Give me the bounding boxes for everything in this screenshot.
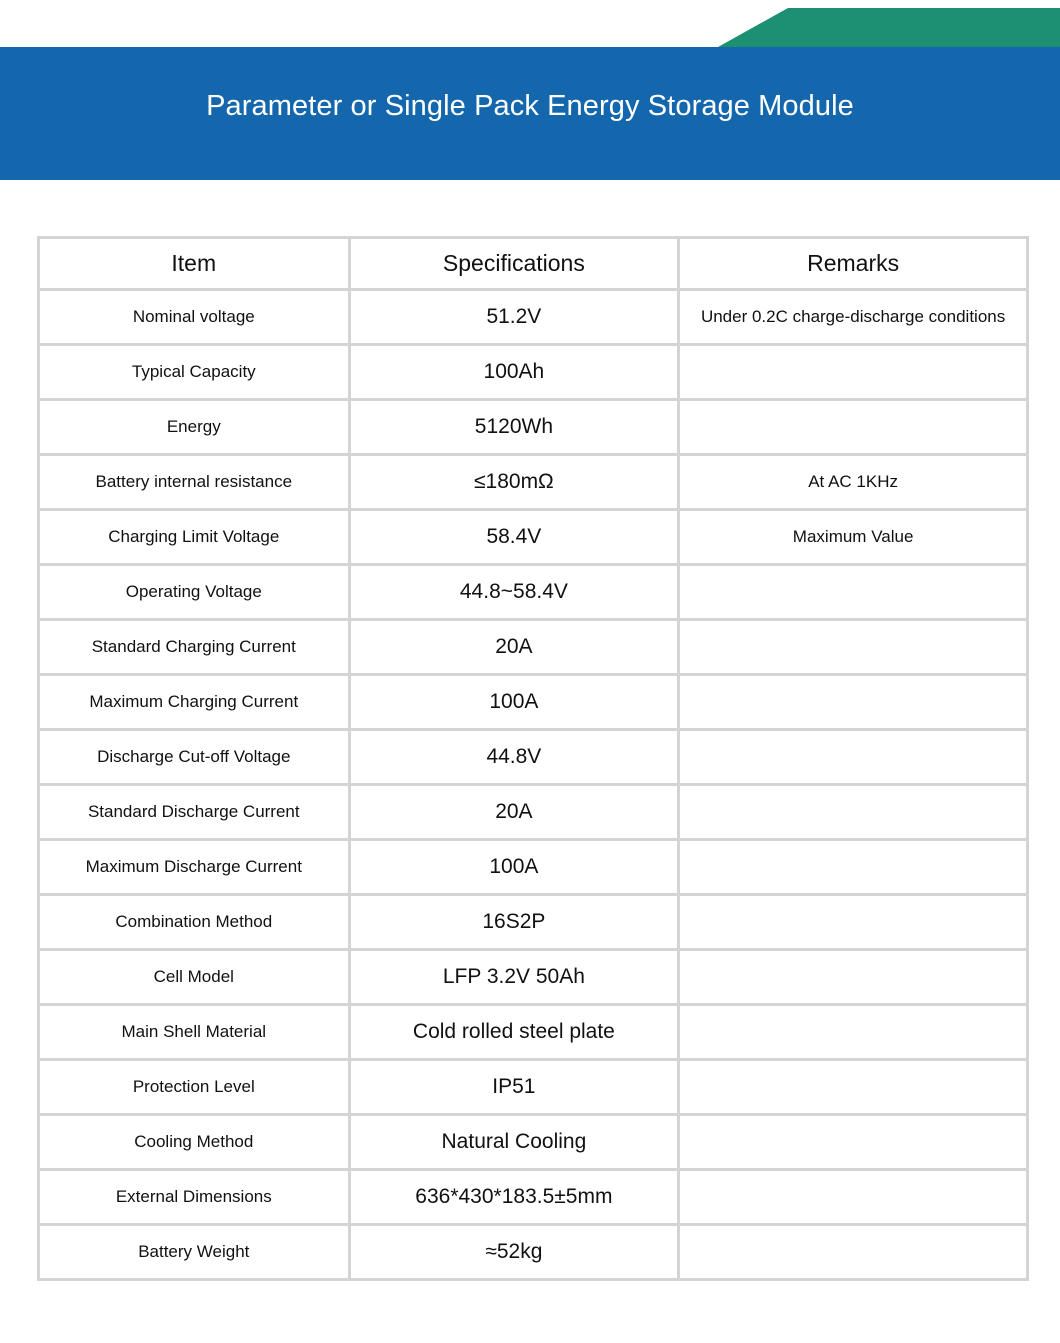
row-spec-cell: 100Ah — [349, 345, 679, 400]
table-body — [39, 290, 1028, 1280]
column-header-remarks: Remarks — [679, 238, 1028, 290]
spec-table — [37, 236, 1029, 1281]
row-item-cell: Maximum Discharge Current — [39, 840, 350, 895]
row-item-cell: Standard Discharge Current — [39, 785, 350, 840]
row-remarks-cell — [679, 1005, 1028, 1060]
row-item-cell: Energy — [39, 400, 350, 455]
table-row — [39, 1060, 1028, 1115]
table-row — [39, 510, 1028, 565]
row-item-cell: External Dimensions — [39, 1170, 350, 1225]
row-spec-cell: IP51 — [349, 1060, 679, 1115]
row-spec-cell: 636*430*183.5±5mm — [349, 1170, 679, 1225]
table-row — [39, 895, 1028, 950]
row-remarks-cell — [679, 1060, 1028, 1115]
row-item-cell: Operating Voltage — [39, 565, 350, 620]
row-remarks-cell — [679, 620, 1028, 675]
row-spec-cell: Cold rolled steel plate — [349, 1005, 679, 1060]
row-item-cell: Protection Level — [39, 1060, 350, 1115]
table-row — [39, 1225, 1028, 1280]
table-row — [39, 565, 1028, 620]
table-row — [39, 1005, 1028, 1060]
row-remarks-cell — [679, 1170, 1028, 1225]
header-accent-stripe — [718, 8, 1060, 47]
row-item-cell: Battery Weight — [39, 1225, 350, 1280]
table-header-row — [39, 238, 1028, 290]
table-row — [39, 1170, 1028, 1225]
row-remarks-cell: Maximum Value — [679, 510, 1028, 565]
row-spec-cell: Natural Cooling — [349, 1115, 679, 1170]
row-spec-cell: 100A — [349, 675, 679, 730]
table-row — [39, 785, 1028, 840]
row-spec-cell: 5120Wh — [349, 400, 679, 455]
row-spec-cell: 20A — [349, 620, 679, 675]
row-item-cell: Battery internal resistance — [39, 455, 350, 510]
table-row — [39, 950, 1028, 1005]
table-row — [39, 290, 1028, 345]
row-spec-cell: ≤180mΩ — [349, 455, 679, 510]
header-banner — [0, 47, 1060, 180]
row-remarks-cell — [679, 840, 1028, 895]
row-item-cell: Standard Charging Current — [39, 620, 350, 675]
row-item-cell: Discharge Cut-off Voltage — [39, 730, 350, 785]
row-remarks-cell — [679, 895, 1028, 950]
row-remarks-cell — [679, 345, 1028, 400]
row-spec-cell: 44.8~58.4V — [349, 565, 679, 620]
table-row — [39, 730, 1028, 785]
row-remarks-cell — [679, 1225, 1028, 1280]
row-remarks-cell — [679, 1115, 1028, 1170]
row-item-cell: Maximum Charging Current — [39, 675, 350, 730]
row-remarks-cell — [679, 400, 1028, 455]
row-item-cell: Typical Capacity — [39, 345, 350, 400]
row-item-cell: Combination Method — [39, 895, 350, 950]
row-spec-cell: 20A — [349, 785, 679, 840]
row-spec-cell: 44.8V — [349, 730, 679, 785]
table-row — [39, 840, 1028, 895]
row-spec-cell: ≈52kg — [349, 1225, 679, 1280]
row-item-cell: Main Shell Material — [39, 1005, 350, 1060]
row-item-cell: Cooling Method — [39, 1115, 350, 1170]
table-row — [39, 620, 1028, 675]
page-title: Parameter or Single Pack Energy Storage Module — [206, 90, 854, 122]
table-row — [39, 675, 1028, 730]
table-row — [39, 1115, 1028, 1170]
table-row — [39, 345, 1028, 400]
row-remarks-cell: Under 0.2C charge-discharge conditions — [679, 290, 1028, 345]
column-header-item: Item — [39, 238, 350, 290]
row-remarks-cell — [679, 730, 1028, 785]
row-spec-cell: 51.2V — [349, 290, 679, 345]
row-item-cell: Nominal voltage — [39, 290, 350, 345]
row-spec-cell: 58.4V — [349, 510, 679, 565]
table-row — [39, 400, 1028, 455]
row-item-cell: Cell Model — [39, 950, 350, 1005]
row-item-cell: Charging Limit Voltage — [39, 510, 350, 565]
row-remarks-cell — [679, 950, 1028, 1005]
column-header-specifications: Specifications — [349, 238, 679, 290]
row-remarks-cell — [679, 785, 1028, 840]
row-remarks-cell — [679, 675, 1028, 730]
table-row — [39, 455, 1028, 510]
row-spec-cell: LFP 3.2V 50Ah — [349, 950, 679, 1005]
row-remarks-cell: At AC 1KHz — [679, 455, 1028, 510]
row-spec-cell: 16S2P — [349, 895, 679, 950]
row-remarks-cell — [679, 565, 1028, 620]
row-spec-cell: 100A — [349, 840, 679, 895]
